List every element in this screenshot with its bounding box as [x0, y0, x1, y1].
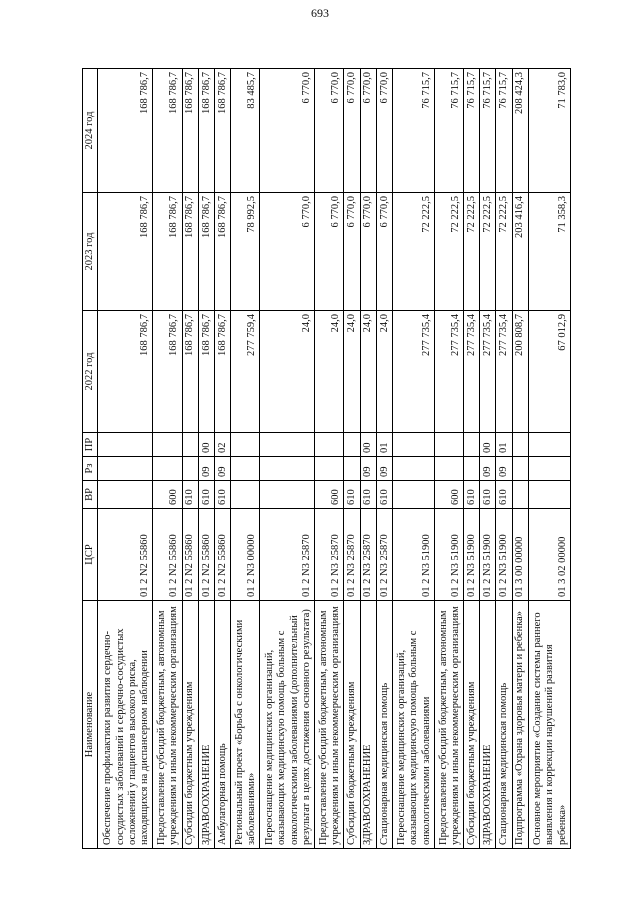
row-vr: 600 — [315, 481, 344, 509]
row-vr — [528, 481, 570, 509]
row-vr: 610 — [198, 481, 214, 509]
row-pr — [464, 433, 480, 457]
table-row — [214, 69, 230, 849]
row-2022: 24,0 — [260, 311, 315, 433]
row-csr: 01 3 02 00000 — [528, 509, 570, 601]
row-2023: 6 770,0 — [344, 193, 360, 311]
row-rz — [512, 457, 528, 481]
row-2022: 168 786,7 — [198, 311, 214, 433]
page-number: 693 — [311, 6, 329, 20]
header-2022: 2022 год — [83, 311, 98, 433]
row-name: Региональный проект «Борьба с онкологическими заболеваниями» — [231, 601, 260, 849]
row-rz: 09 — [376, 457, 392, 481]
row-name: Предоставление субсидий бюджетным, автономным учреждениям и иным некоммерческим организациям — [315, 601, 344, 849]
row-2024: 76 715,7 — [434, 69, 463, 193]
row-2024: 168 786,7 — [198, 69, 214, 193]
row-2023: 168 786,7 — [214, 193, 230, 311]
row-pr — [153, 433, 182, 457]
row-name: Обеспечение профилактики развития сердечно-сосудистых заболеваний и сердечно-сосудистых осложнений у пациентов высокого риска, находящихся на диспансерном наблюдении — [98, 601, 153, 849]
row-csr: 01 2 N3 25870 — [260, 509, 315, 601]
row-csr: 01 2 N2 55860 — [98, 509, 153, 601]
row-name: ЗДРАВООХРАНЕНИЕ — [480, 601, 496, 849]
table-row — [464, 69, 480, 849]
row-pr — [231, 433, 260, 457]
table-row — [480, 69, 496, 849]
table-row — [392, 69, 434, 849]
row-vr: 610 — [480, 481, 496, 509]
row-2023: 72 222,5 — [464, 193, 480, 311]
row-csr: 01 2 N3 25870 — [376, 509, 392, 601]
row-vr — [260, 481, 315, 509]
row-pr — [434, 433, 463, 457]
row-csr: 01 2 N3 25870 — [315, 509, 344, 601]
row-2023: 6 770,0 — [315, 193, 344, 311]
row-2024: 168 786,7 — [214, 69, 230, 193]
row-vr: 610 — [182, 481, 198, 509]
header-vr: ВР — [83, 481, 98, 509]
row-vr: 610 — [214, 481, 230, 509]
row-rz — [153, 457, 182, 481]
row-rz — [98, 457, 153, 481]
row-pr: 01 — [496, 433, 512, 457]
table-row — [496, 69, 512, 849]
row-rz — [392, 457, 434, 481]
row-vr: 610 — [464, 481, 480, 509]
header-pr: ПР — [83, 433, 98, 457]
row-name: ЗДРАВООХРАНЕНИЕ — [198, 601, 214, 849]
row-vr: 600 — [434, 481, 463, 509]
row-name: Субсидии бюджетным учреждениям — [182, 601, 198, 849]
row-rz — [464, 457, 480, 481]
row-pr — [392, 433, 434, 457]
row-csr: 01 2 N3 51900 — [464, 509, 480, 601]
row-name: ЗДРАВООХРАНЕНИЕ — [360, 601, 376, 849]
row-vr: 610 — [344, 481, 360, 509]
row-pr — [182, 433, 198, 457]
row-2023: 168 786,7 — [198, 193, 214, 311]
row-2024: 6 770,0 — [260, 69, 315, 193]
row-2022: 277 735,4 — [392, 311, 434, 433]
row-rz — [231, 457, 260, 481]
row-2022: 277 759,4 — [231, 311, 260, 433]
table-row — [98, 69, 153, 849]
row-2024: 71 783,0 — [528, 69, 570, 193]
row-csr: 01 2 N3 51900 — [480, 509, 496, 601]
header-2023: 2023 год — [83, 193, 98, 311]
row-rz — [182, 457, 198, 481]
row-csr: 01 2 N3 25870 — [360, 509, 376, 601]
row-2024: 76 715,7 — [392, 69, 434, 193]
table-row — [260, 69, 315, 849]
row-csr: 01 2 N3 51900 — [496, 509, 512, 601]
header-name: Наименование — [83, 601, 98, 849]
row-2023: 72 222,5 — [480, 193, 496, 311]
row-2024: 6 770,0 — [360, 69, 376, 193]
row-name: Стационарная медицинская помощь — [496, 601, 512, 849]
row-2024: 6 770,0 — [315, 69, 344, 193]
row-2022: 24,0 — [360, 311, 376, 433]
row-2024: 168 786,7 — [98, 69, 153, 193]
row-csr: 01 2 N3 00000 — [231, 509, 260, 601]
header-row — [83, 69, 98, 849]
table-row — [231, 69, 260, 849]
table-row — [376, 69, 392, 849]
row-2023: 168 786,7 — [98, 193, 153, 311]
row-2023: 6 770,0 — [360, 193, 376, 311]
row-2023: 168 786,7 — [153, 193, 182, 311]
row-2024: 6 770,0 — [344, 69, 360, 193]
row-2022: 24,0 — [376, 311, 392, 433]
row-2022: 168 786,7 — [182, 311, 198, 433]
row-pr: 00 — [480, 433, 496, 457]
row-pr: 01 — [376, 433, 392, 457]
budget-table — [82, 68, 571, 849]
row-2022: 67 012,9 — [528, 311, 570, 433]
table-row — [153, 69, 182, 849]
row-rz — [315, 457, 344, 481]
table-row — [315, 69, 344, 849]
row-2022: 168 786,7 — [98, 311, 153, 433]
row-csr: 01 2 N3 51900 — [392, 509, 434, 601]
row-name: Амбулаторная помощь — [214, 601, 230, 849]
row-csr: 01 2 N2 55860 — [198, 509, 214, 601]
row-name: Предоставление субсидий бюджетным, автономным учреждениям и иным некоммерческим организациям — [153, 601, 182, 849]
row-2023: 72 222,5 — [392, 193, 434, 311]
row-vr — [512, 481, 528, 509]
row-vr: 610 — [496, 481, 512, 509]
row-name: Стационарная медицинская помощь — [376, 601, 392, 849]
row-csr: 01 2 N2 55860 — [182, 509, 198, 601]
row-pr: 02 — [214, 433, 230, 457]
table-row — [434, 69, 463, 849]
row-rz — [344, 457, 360, 481]
row-rz — [260, 457, 315, 481]
row-rz — [434, 457, 463, 481]
row-pr — [528, 433, 570, 457]
row-name: Подпрограмма «Охрана здоровья матери и ребенка» — [512, 601, 528, 849]
row-vr: 610 — [360, 481, 376, 509]
row-pr: 00 — [360, 433, 376, 457]
row-2024: 168 786,7 — [153, 69, 182, 193]
row-2023: 6 770,0 — [260, 193, 315, 311]
row-2024: 76 715,7 — [496, 69, 512, 193]
table-row — [344, 69, 360, 849]
row-2023: 72 222,5 — [496, 193, 512, 311]
row-vr: 610 — [376, 481, 392, 509]
row-2023: 72 222,5 — [434, 193, 463, 311]
row-2023: 6 770,0 — [376, 193, 392, 311]
row-pr — [512, 433, 528, 457]
header-2024: 2024 год — [83, 69, 98, 193]
row-pr: 00 — [198, 433, 214, 457]
row-rz: 09 — [480, 457, 496, 481]
row-2022: 24,0 — [344, 311, 360, 433]
row-2023: 203 416,4 — [512, 193, 528, 311]
row-2023: 78 992,5 — [231, 193, 260, 311]
row-name: Основное мероприятие «Создание системы раннего выявления и коррекции нарушений развития ребенка» — [528, 601, 570, 849]
row-rz — [528, 457, 570, 481]
row-pr — [260, 433, 315, 457]
row-vr: 600 — [153, 481, 182, 509]
header-csr: ЦСР — [83, 509, 98, 601]
row-vr — [231, 481, 260, 509]
row-pr — [344, 433, 360, 457]
row-name: Переоснащение медицинских организаций, оказывающих медицинскую помощь больным с онкологическими заболеваниями (дополнительный результат в целях достижения основного результата) — [260, 601, 315, 849]
row-rz: 09 — [198, 457, 214, 481]
table-row — [182, 69, 198, 849]
row-2024: 76 715,7 — [464, 69, 480, 193]
row-2022: 168 786,7 — [214, 311, 230, 433]
row-csr: 01 2 N3 25870 — [344, 509, 360, 601]
table-row — [512, 69, 528, 849]
rotated-table-wrapper — [82, 69, 571, 849]
row-2023: 168 786,7 — [182, 193, 198, 311]
row-vr — [392, 481, 434, 509]
table-row — [528, 69, 570, 849]
row-csr: 01 2 N2 55860 — [214, 509, 230, 601]
row-csr: 01 3 00 00000 — [512, 509, 528, 601]
table-row — [198, 69, 214, 849]
row-pr — [315, 433, 344, 457]
row-2022: 24,0 — [315, 311, 344, 433]
table-body — [98, 69, 571, 849]
row-csr: 01 2 N3 51900 — [434, 509, 463, 601]
row-pr — [98, 433, 153, 457]
row-name: Субсидии бюджетным учреждениям — [464, 601, 480, 849]
row-2022: 277 735,4 — [480, 311, 496, 433]
table-row — [360, 69, 376, 849]
row-2022: 277 735,4 — [464, 311, 480, 433]
row-2022: 277 735,4 — [496, 311, 512, 433]
row-2022: 277 735,4 — [434, 311, 463, 433]
row-rz: 09 — [360, 457, 376, 481]
row-2023: 71 358,3 — [528, 193, 570, 311]
row-rz: 09 — [214, 457, 230, 481]
row-csr: 01 2 N2 55860 — [153, 509, 182, 601]
row-name: Переоснащение медицинских организаций, оказывающих медицинскую помощь больным с онкологическими заболеваниями — [392, 601, 434, 849]
row-2024: 168 786,7 — [182, 69, 198, 193]
row-name: Предоставление субсидий бюджетным, автономным учреждениям и иным некоммерческим организациям — [434, 601, 463, 849]
row-2022: 200 808,7 — [512, 311, 528, 433]
row-name: Субсидии бюджетным учреждениям — [344, 601, 360, 849]
row-2024: 6 770,0 — [376, 69, 392, 193]
row-2024: 76 715,7 — [480, 69, 496, 193]
row-vr — [98, 481, 153, 509]
header-rz: Рз — [83, 457, 98, 481]
row-rz: 09 — [496, 457, 512, 481]
row-2024: 83 485,7 — [231, 69, 260, 193]
row-2022: 168 786,7 — [153, 311, 182, 433]
row-2024: 208 424,3 — [512, 69, 528, 193]
